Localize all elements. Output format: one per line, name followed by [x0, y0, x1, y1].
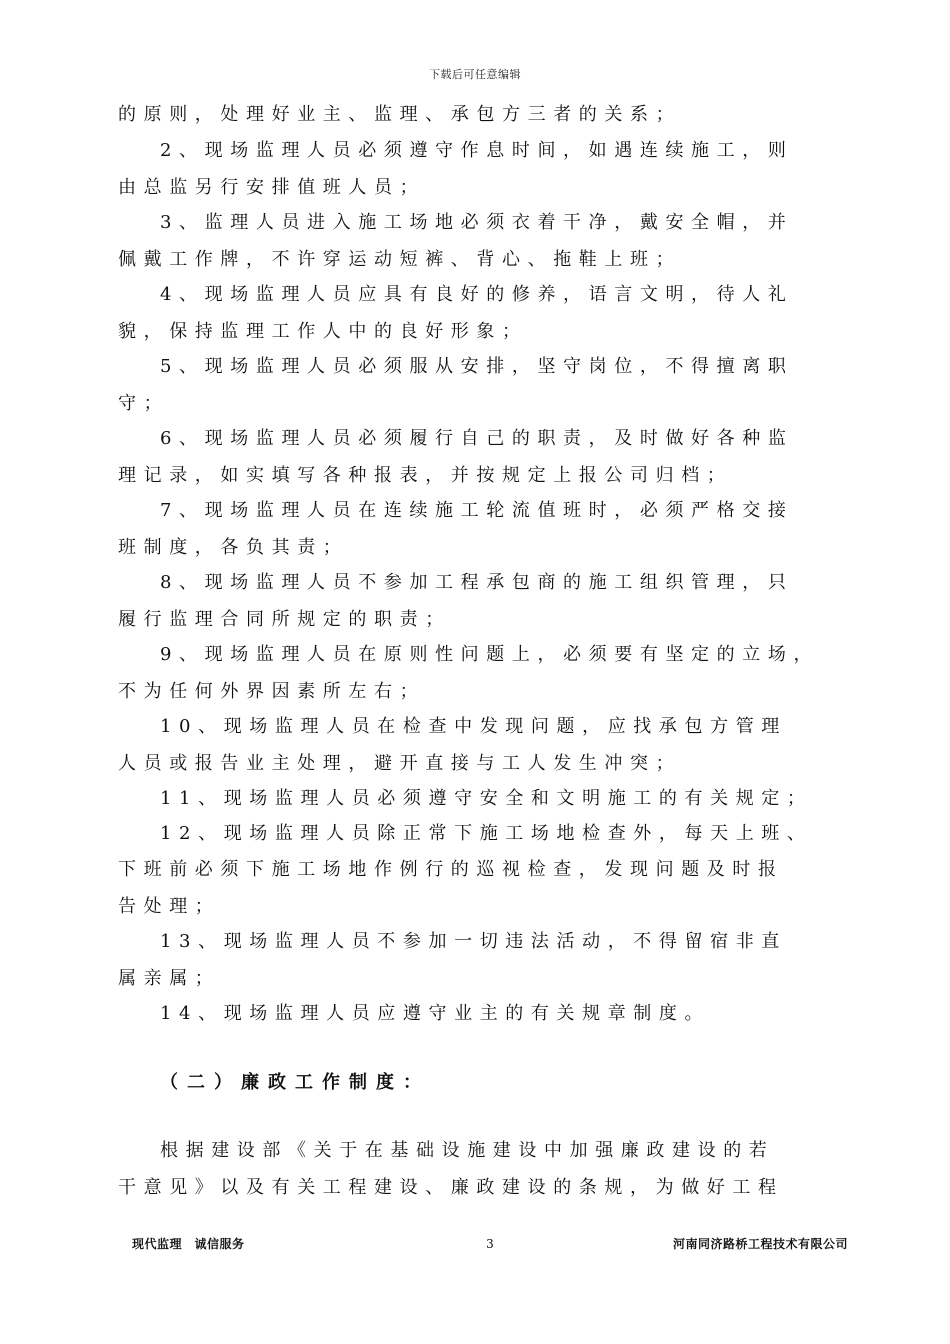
text-line: 3、监理人员进入施工场地必须衣着干净，戴安全帽，并	[160, 212, 794, 233]
text-line: 干意见》以及有关工程建设、廉政建设的条规，为做好工程	[118, 1177, 784, 1198]
text-line: 9、现场监理人员在原则性问题上，必须要有坚定的立场，	[160, 644, 820, 665]
text-line: 属亲属；	[118, 968, 221, 989]
text-line: 佩戴工作牌，不许穿运动短裤、背心、拖鞋上班；	[118, 249, 682, 270]
text-line: 4、现场监理人员应具有良好的修养，语言文明，待人礼	[160, 284, 794, 305]
text-line: 8、现场监理人员不参加工程承包商的施工组织管理，只	[160, 572, 794, 593]
text-line: 人员或报告业主处理，避开直接与工人发生冲突；	[118, 753, 682, 774]
text-line: 由总监另行安排值班人员；	[118, 177, 426, 198]
text-line: 7、现场监理人员在连续施工轮流值班时，必须严格交接	[160, 500, 794, 521]
text-line: 14、现场监理人员应遵守业主的有关规章制度。	[160, 1003, 711, 1024]
text-line: 12、现场监理人员除正常下施工场地检查外，每天上班、	[160, 823, 813, 844]
text-line: 根据建设部《关于在基础设施建设中加强廉政建设的若	[160, 1140, 775, 1161]
text-line: 2、现场监理人员必须遵守作息时间，如遇连续施工，则	[160, 140, 794, 161]
text-line: 13、现场监理人员不参加一切违法活动，不得留宿非直	[160, 931, 787, 952]
text-line: 守；	[118, 393, 170, 414]
text-line: 5、现场监理人员必须服从安排，坚守岗位，不得擅离职	[160, 356, 794, 377]
footer-company-name: 河南同济路桥工程技术有限公司	[672, 1237, 848, 1251]
text-line: 貌，保持监理工作人中的良好形象；	[118, 321, 528, 342]
text-line: 理记录，如实填写各种报表，并按规定上报公司归档；	[118, 465, 733, 486]
page-header-note: 下载后可任意编辑	[429, 68, 521, 81]
text-line: 10、现场监理人员在检查中发现问题，应找承包方管理	[160, 716, 787, 737]
text-line: 履行监理合同所规定的职责；	[118, 609, 451, 630]
text-line: 班制度，各负其责；	[118, 537, 349, 558]
text-line: 下班前必须下施工场地作例行的巡视检查，发现问题及时报	[118, 859, 784, 880]
text-line: 不为任何外界因素所左右；	[118, 681, 426, 702]
text-line: 告处理；	[118, 896, 221, 917]
section-heading: （二）廉政工作制度：	[160, 1072, 430, 1093]
text-line: 6、现场监理人员必须履行自己的职责，及时做好各种监	[160, 428, 794, 449]
footer-slogan: 现代监理 诚信服务	[132, 1237, 245, 1251]
text-line: 的原则，处理好业主、监理、承包方三者的关系；	[118, 104, 682, 125]
text-line: 11、现场监理人员必须遵守安全和文明施工的有关规定；	[160, 788, 813, 809]
page-number: 3	[486, 1237, 494, 1251]
